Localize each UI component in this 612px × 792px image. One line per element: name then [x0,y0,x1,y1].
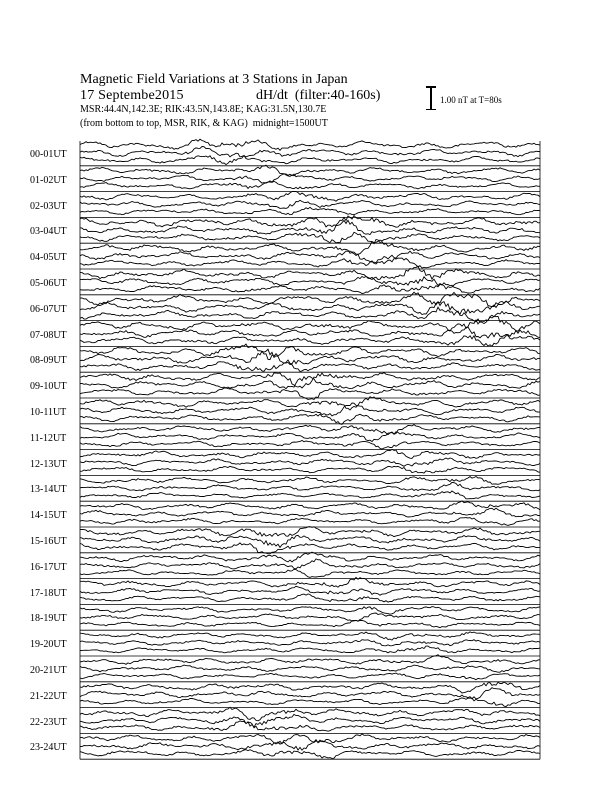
chart-filter: (filter:40-160s) [294,88,381,103]
hour-label: 13-14UT [30,484,67,496]
hour-label: 07-08UT [30,329,67,341]
hour-label: 22-23UT [30,716,67,728]
station-trace [80,646,540,653]
station-trace [80,673,540,680]
hour-label: 23-24UT [30,742,67,754]
station-trace [80,613,540,621]
hour-label: 08-09UT [30,355,67,367]
order-note-text: (from bottom to top, MSR, RIK, & KAG) [80,118,248,129]
station-trace [80,283,540,294]
station-trace [80,449,540,458]
station-trace [80,414,540,424]
station-trace [80,466,540,473]
station-trace [80,373,540,388]
hour-label: 05-06UT [30,278,67,289]
station-trace [80,698,540,707]
station-trace [80,301,540,314]
station-trace [80,734,540,744]
station-trace [80,191,540,201]
hour-label: 10-11UT [30,407,67,418]
station-trace [80,277,540,289]
station-trace [80,559,540,569]
hour-label: 04-05UT [30,252,67,264]
hour-label: 15-16UT [30,536,67,547]
hour-label: 14-15UT [30,510,67,522]
station-trace [80,535,540,547]
chart-date: 17 Septembe2015 [80,88,184,103]
station-trace [80,501,540,510]
hour-label: 18-19UT [30,613,67,625]
station-trace [80,586,540,595]
station-trace [80,139,540,150]
station-trace [80,518,540,526]
station-trace [80,607,540,615]
station-trace [80,440,540,449]
hour-label: 12-13UT [30,458,67,470]
station-trace [80,251,540,263]
station-trace [80,165,540,176]
station-trace [80,508,540,517]
station-trace [80,425,540,435]
station-trace [80,258,540,268]
station-trace [80,377,540,389]
hour-label: 00-01UT [30,149,67,160]
station-trace [80,491,540,499]
station-trace [80,482,540,490]
station-trace [80,543,540,554]
station-trace [80,527,540,537]
station-trace [80,569,540,577]
hour-label: 21-22UT [30,690,67,702]
station-trace [80,174,540,183]
station-trace [80,688,540,699]
station-trace [80,640,540,646]
midnight-note: midnight=1500UT [252,118,328,129]
hour-label: 03-04UT [30,226,67,238]
hour-label: 02-03UT [30,200,67,212]
hour-label: 20-21UT [30,665,67,676]
station-trace [80,632,540,640]
station-trace [80,266,540,279]
chart-quantity: dH/dt [256,88,288,103]
station-trace [80,324,540,338]
station-trace [80,432,540,442]
hour-label: 19-20UT [30,639,67,651]
station-trace [80,232,540,243]
station-trace [80,207,540,214]
station-trace [80,594,540,602]
hour-label: 11-12UT [30,432,67,444]
station-trace [80,552,540,562]
hour-label: 06-07UT [30,303,67,315]
hour-label: 17-18UT [30,587,67,599]
station-trace [80,750,540,759]
station-trace [80,336,540,347]
station-trace [80,620,540,627]
station-trace [80,181,540,189]
station-trace [80,458,540,466]
station-coordinates: MSR:44.4N,142.3E; RIK:43.5N,143.8E; KAG:31.5N,130.7E [80,104,327,115]
hour-label: 09-10UT [30,381,67,393]
station-trace [80,147,540,157]
station-trace [80,240,540,256]
hour-label: 01-02UT [30,174,67,186]
chart-title: Magnetic Field Variations at 3 Stations in Japan [80,72,348,87]
station-trace [80,665,540,672]
hour-label: 16-17UT [30,561,67,573]
station-trace [80,477,540,485]
station-trace [80,156,540,165]
scale-bar-label: 1.00 nT at T=80s [440,95,502,105]
station-trace [80,682,540,693]
station-trace [80,740,540,750]
station-trace [80,362,540,372]
